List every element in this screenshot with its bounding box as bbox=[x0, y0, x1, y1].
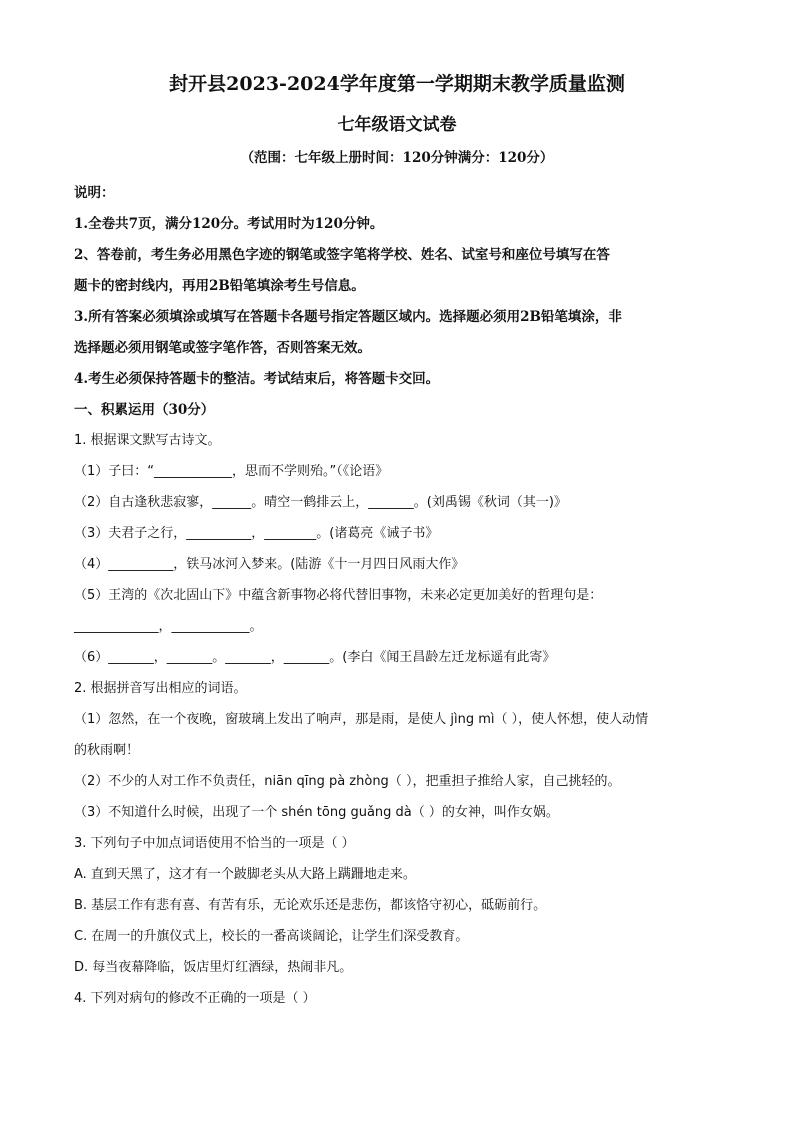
question-1-item-4: （4）__________，铁马冰河入梦来。(陆游《十一月四日风雨大作》 bbox=[74, 557, 465, 572]
question-1-item-6: （6）_______，_______。_______，_______。(李白《闻王昌龄左迁龙标遥有此寄》 bbox=[74, 650, 556, 665]
question-1-item-1: （1）子曰：“____________，思而不学则殆。”（《论语》 bbox=[74, 464, 389, 479]
question-1-item-3: （3）夫君子之行，__________，________。(诸葛亮《诫子书》 bbox=[74, 526, 439, 541]
question-3-stem: 3. 下列句子中加点词语使用不恰当的一项是（ ） bbox=[74, 836, 355, 851]
question-4-stem: 4. 下列对病句的修改不正确的一项是（ ） bbox=[74, 991, 316, 1006]
instruction-line-2b: 题卡的密封线内，再用2B铅笔填涂考生号信息。 bbox=[74, 278, 365, 294]
instructions-heading: 说明： bbox=[74, 185, 115, 201]
exam-title: 封开县2023-2024学年度第一学期期末教学质量监测 bbox=[169, 73, 625, 95]
question-1-item-2: （2）自古逢秋悲寂寥，______。晴空一鹤排云上，_______。(刘禹锡《秋词（其一)》 bbox=[74, 495, 567, 510]
instruction-line-3a: 3.所有答案必须填涂或填写在答题卡各题号指定答题区域内。选择题必须用2B铅笔填涂，非 bbox=[74, 309, 622, 325]
question-1-item-5b: _____________，____________。 bbox=[74, 619, 263, 634]
question-2-item-2: （2）不少的人对工作不负责任，niān qīng pà zhòng（ ），把重担子推给人家，自己挑轻的。 bbox=[74, 774, 621, 789]
question-3-option-b: B. 基层工作有悲有喜、有苦有乐，无论欢乐还是悲伤，都该恪守初心，砥砺前行。 bbox=[74, 898, 547, 913]
instruction-line-2a: 2、答卷前，考生务必用黑色字迹的钢笔或签字笔将学校、姓名、试室号和座位号填写在答 bbox=[74, 247, 610, 263]
instruction-line-3b: 选择题必须用钢笔或签字笔作答，否则答案无效。 bbox=[74, 340, 371, 356]
question-3-option-d: D. 每当夜幕降临，饭店里灯红酒绿，热闹非凡。 bbox=[74, 960, 353, 975]
exam-range: （范围：七年级上册时间：120分钟满分：120分） bbox=[240, 150, 554, 166]
question-2-stem: 2. 根据拼音写出相应的词语。 bbox=[74, 681, 247, 696]
question-1-stem: 1. 根据课文默写古诗文。 bbox=[74, 433, 221, 448]
question-3-option-a: A. 直到天黑了，这才有一个跛脚老头从大路上蹒跚地走来。 bbox=[74, 867, 416, 882]
question-1-item-5a: （5）王湾的《次北固山下》中蕴含新事物必将代替旧事物，未来必定更加美好的哲理句是： bbox=[74, 588, 603, 603]
question-2-item-3: （3）不知道什么时候，出现了一个 shén tōng guǎng dà（ ）的女神，叫作女娲。 bbox=[74, 805, 559, 820]
exam-subtitle: 七年级语文试卷 bbox=[337, 115, 457, 135]
instruction-line-1: 1.全卷共7页，满分120分。考试用时为120分钟。 bbox=[74, 216, 384, 232]
question-2-item-1b: 的秋雨啊！ bbox=[74, 743, 140, 758]
instruction-line-4: 4.考生必须保持答题卡的整洁。考试结束后，将答题卡交回。 bbox=[74, 371, 440, 387]
question-3-option-c: C. 在周一的升旗仪式上，校长的一番高谈阔论，让学生们深受教育。 bbox=[74, 929, 469, 944]
question-2-item-1a: （1）忽然，在一个夜晚，窗玻璃上发出了响声，那是雨，是使人 jìng mì（ ），使人怀想，使人动情 bbox=[74, 712, 649, 727]
section-1-heading: 一、积累运用（30分） bbox=[74, 402, 215, 418]
